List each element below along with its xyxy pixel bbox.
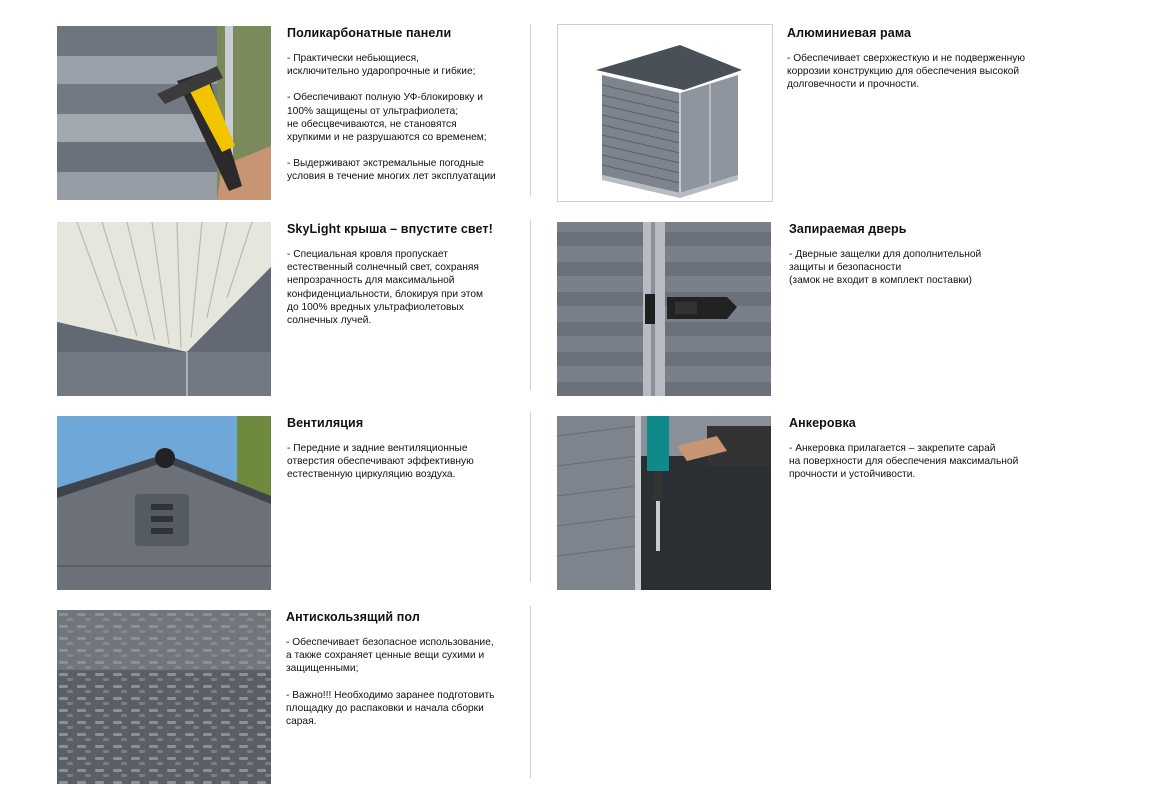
polycarbonate-paragraph-3: - Выдерживают экстремальные погодные условия в течение многих лет эксплуатации	[287, 158, 496, 183]
column-divider-4	[530, 606, 531, 778]
ventilation-text	[287, 416, 527, 495]
anti-slip-floor-title: Антискользящий пол	[286, 610, 420, 624]
anti-slip-floor-text	[286, 610, 526, 741]
skylight-roof-paragraph-1: - Специальная кровля пропускает естественный солнечный свет, сохраняя непрозрачность для максимальной конфиденциальности, блокируя при этом до 100% вредных ультрафиолетовых солнечных лучей.	[287, 249, 484, 327]
polycarbonate-paragraph-1: - Практически небьющиеся, исключительно ударопрочные и гибкие;	[287, 53, 476, 78]
aluminum-frame-title: Алюминиевая рама	[787, 26, 912, 40]
anti-slip-floor-paragraph-2: - Важно!!! Необходимо заранее подготовить площадку до распаковки и начала сборки сарая.	[286, 689, 495, 728]
anchoring-text	[789, 416, 1079, 495]
ventilation-photo	[57, 416, 271, 590]
polycarbonate-photo	[57, 26, 271, 200]
polycarbonate-text	[287, 26, 527, 197]
aluminum-frame-paragraph-1: - Обеспечивает сверхжесткую и не подверженную коррозии конструкцию для обеспечения высокой долговечности и прочности.	[787, 53, 1025, 91]
anchoring-photo	[557, 416, 771, 590]
skylight-roof-title: SkyLight крыша – впустите свет!	[287, 222, 493, 236]
aluminum-frame-photo	[557, 24, 773, 202]
column-divider-3	[530, 412, 531, 582]
ventilation-title: Вентиляция	[287, 416, 364, 430]
lockable-door-paragraph-1: - Дверные защелки для дополнительной защиты и безопасности (замок не входит в комплект поставки)	[789, 249, 982, 287]
polycarbonate-paragraph-2: - Обеспечивают полную УФ-блокировку и 100% защищены от ультрафиолета; не обесцвечиваются, не становятся хрупкими и не разрушаются со временем;	[287, 92, 487, 144]
anti-slip-floor-paragraph-1: - Обеспечивает безопасное использование, а также сохраняет ценные вещи сухими и защищенными;	[286, 637, 494, 675]
ventilation-paragraph-1: - Передние и задние вентиляционные отверстия обеспечивают эффективную естественную циркуляцию воздуха.	[287, 443, 474, 481]
skylight-roof-text	[287, 222, 527, 340]
lockable-door-photo	[557, 222, 771, 396]
lockable-door-title: Запираемая дверь	[789, 222, 907, 236]
anchoring-title: Анкеровка	[789, 416, 856, 430]
column-divider-2	[530, 220, 531, 390]
column-divider-1	[530, 24, 531, 196]
anti-slip-floor-photo	[57, 610, 271, 784]
aluminum-frame-text	[787, 26, 1087, 105]
skylight-roof-photo	[57, 222, 271, 396]
anchoring-paragraph-1: - Анкеровка прилагается – закрепите сарай на поверхности для обеспечения максимальной прочности и устойчивости.	[789, 443, 1019, 481]
polycarbonate-title: Поликарбонатные панели	[287, 26, 452, 40]
lockable-door-text	[789, 222, 1069, 301]
